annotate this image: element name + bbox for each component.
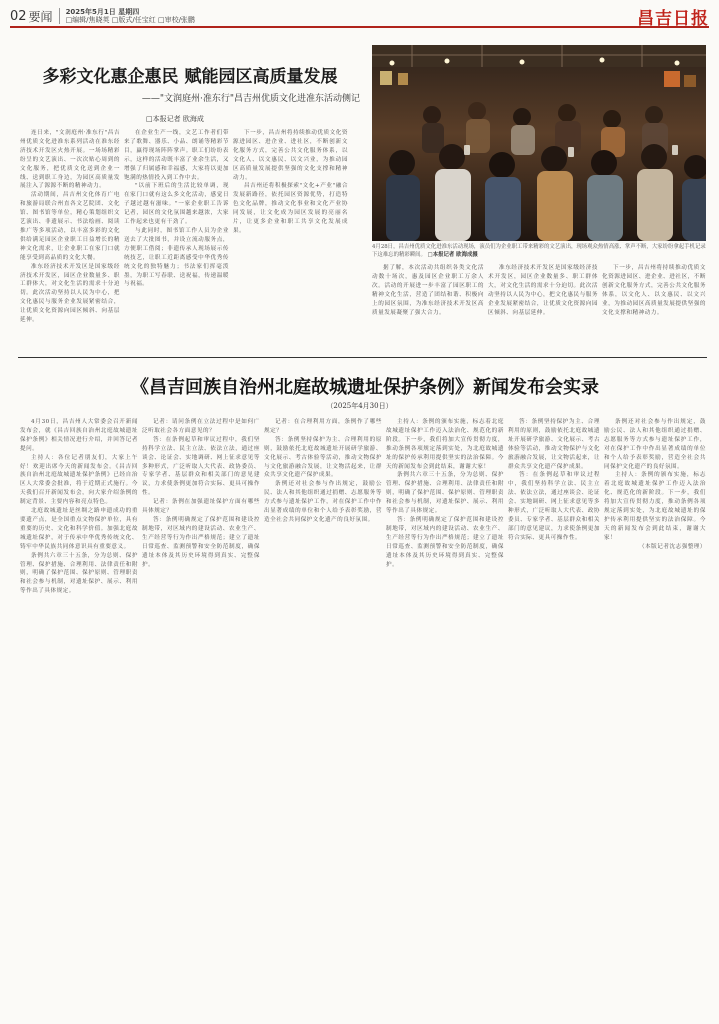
issue-meta [59, 8, 195, 24]
article2-column-2 [142, 418, 260, 1018]
photo-caption [372, 243, 706, 259]
event-photo-scene [372, 45, 706, 241]
article2-paragraph: 条例共六章三十五条，分为总则、保护管理、保护措施、合理利用、法律责任和附则，明确了保护范围、保护原则、管理职责和社会参与机制，对遗址保护、展示、利用等作出了具体规定。 [386, 472, 504, 515]
article2-date: （2025年4月30日） [326, 402, 393, 410]
article2-paragraph: 答：在条例起草和审议过程中，我们坚持科学立法、民主立法、依法立法，通过座谈会、论证会、实地调研、网上征求意见等多种形式，广泛听取人大代表、政协委员、专家学者、基层群众和相关部门的意见建议，力求使条例更加符合实际、更具可操作性。 [142, 436, 260, 497]
article1-paragraph: 与此同时，图书馆工作人员为企业送去了大批图书，并设立流动服务点，方便职工借阅；非遗传承人现场展示传统技艺，让职工近距离感受中华优秀传统文化的独特魅力；书法家们挥毫泼墨，为职工写春联、送祝福，传递温暖与祝福。 [124, 227, 229, 288]
article1-column-3 [233, 129, 348, 349]
article1-byline: □本报记者 欧海成 [146, 115, 204, 123]
masthead [10, 6, 709, 28]
event-photo [372, 45, 706, 241]
article2-paragraph: 答：条例明确规定了保护范围和建设控制地带，对区域内的建设活动、农业生产、生产经营等行为作出严格规范；建立了遗址日常巡查、监测预警和安全防范制度，确保遗址本体及其历史环境得到真实、完整保护。 [386, 516, 504, 568]
issue-date: 2025年5月1日 星期四 [65, 8, 140, 16]
photo-credit: □本报记者 欧海成摄 [427, 252, 478, 259]
section-divider [18, 357, 707, 358]
article2-paragraph: 北庭故城遗址是丝绸之路申遗成功的重要遗产点，是全国重点文物保护单位，具有重要的历史、文化和科学价值。加强北庭故城遗址保护，对于传承中华优秀传统文化、铸牢中华民族共同体意识具有重要意义。 [20, 508, 138, 550]
article2-paragraph: 条例还对社会参与作出规定，鼓励公民、法人和其他组织通过捐赠、志愿服务等方式参与遗址保护工作，对在保护工作中作出显著成绩的单位和个人给予表彰奖励，营造全社会共同保护文化遗产的良好氛围。 [604, 419, 706, 470]
article2-paragraph: 主持人：条例的颁布实施，标志着北庭故城遗址保护工作迈入法治化、规范化的新阶段。下一步，我们将加大宣传贯彻力度，推动条例各项规定落到实处，为北庭故城遗址的保护传承利用提供坚实的法治保障。今天的新闻发布会到此结束，谢谢大家！ [604, 472, 706, 541]
photo-caption-text: 4月28日，昌吉州优质文化进准东活动现场，演员们为企业职工带来精彩的文艺演出，现场观众热情高涨、掌声不断，大家纷纷拿起手机记录下这难忘的精彩瞬间。 [372, 244, 706, 259]
page-number: 02 [10, 8, 27, 24]
article2-paragraph: 记者：在合理利用方面，条例作了哪些规定？ [264, 419, 382, 434]
article1-paragraph: "以前下班后的生活比较单调，现在家门口就有这么多文化活动，感觉日子越过越有滋味。"一家企业职工告诉记者，园区的文化氛围越来越浓，大家工作起来也更有干劲了。 [124, 183, 229, 226]
newspaper-logo: 昌吉日报 [637, 8, 709, 29]
article1-paragraph: 据了解，本次活动共组织各类文化活动数十场次，惠及园区企业职工万余人次。活动的开展进一步丰富了园区职工的精神文化生活，营造了团结和谐、积极向上的园区氛围，为准东经济技术开发区高质量发展凝聚了强大合力。 [372, 265, 484, 316]
article2-paragraph: 记者：请问条例在立法过程中是如何广泛听取社会各方面意见的？ [142, 419, 260, 434]
article2-paragraph: 条例共六章三十五条，分为总则、保护管理、保护措施、合理利用、法律责任和附则，明确了保护范围、保护原则、管理职责和社会参与机制，对遗址保护、展示、利用等作出了具体规定。 [20, 552, 138, 595]
article1-column-6 [602, 264, 706, 349]
article1-column-2 [124, 129, 229, 349]
article2-headline: 《昌吉回族自治州北庭故城遗址保护条例》新闻发布会实录 [131, 377, 599, 398]
article1-paragraph: 准东经济技术开发区是国家级经济技术开发区，园区企业数量多、职工群体大，对文化生活的需求十分迫切。此次活动坚持以人民为中心，把文化惠民与服务企业发展紧密结合，让优质文化资源向园区倾斜、向基层延伸。 [488, 265, 598, 316]
article1-paragraph: 连日来，"文润庭州·准东行"昌吉州优质文化进准东系列活动在准东经济技术开发区火热开展。一场场精彩纷呈的文艺演出、一次次贴心周到的文化服务，把优质文化送到企业一线、送到职工身边，为园区高质量发展注入了源源不断的精神动力。 [20, 130, 120, 190]
article1-column-5 [488, 264, 598, 349]
article2-column-4 [386, 418, 504, 1018]
article1-headline: 多彩文化惠企惠民 赋能园区高质量发展 [42, 67, 338, 87]
article1-paragraph: 下一步，昌吉州将持续推动优质文化资源进园区、进企业、进社区，不断创新文化服务方式，完善公共文化服务体系，以文化人、以文惠民、以文兴业，为推动园区高质量发展提供坚强的文化支撑和精神动力。 [233, 130, 348, 181]
article2-paragraph: 主持人：条例的颁布实施，标志着北庭故城遗址保护工作迈入法治化、规范化的新阶段。下一步，我们将加大宣传贯彻力度，推动条例各项规定落到实处，为北庭故城遗址的保护传承利用提供坚实的法治保障。今天的新闻发布会到此结束，谢谢大家！ [386, 419, 504, 470]
article1-column-4 [372, 264, 484, 349]
article1-paragraph: 下一步，昌吉州将持续推动优质文化资源进园区、进企业、进社区，不断创新文化服务方式，完善公共文化服务体系，以文化人、以文惠民、以文兴业，为推动园区高质量发展提供坚强的文化支撑和精神动力。 [602, 265, 706, 316]
article2-paragraph: 答：在条例起草和审议过程中，我们坚持科学立法、民主立法、依法立法，通过座谈会、论证会、实地调研、网上征求意见等多种形式，广泛听取人大代表、政协委员、专家学者、基层群众和相关部门的意见建议，力求使条例更加符合实际、更具可操作性。 [508, 472, 600, 541]
article1-paragraph: 准东经济技术开发区是国家级经济技术开发区，园区企业数量多、职工群体大，对文化生活的需求十分迫切。此次活动坚持以人民为中心，把文化惠民与服务企业发展紧密结合，让优质文化资源向园区倾斜、向基层延伸。 [20, 263, 120, 324]
article2-paragraph: 4月30日，昌吉州人大常委会召开新闻发布会，就《昌吉回族自治州北庭故城遗址保护条例》相关情况进行介绍，并回答记者提问。 [20, 419, 138, 452]
article2-column-3 [264, 418, 382, 1018]
article2-paragraph: 记者：条例在加强遗址保护方面有哪些具体规定？ [142, 499, 260, 515]
article2-paragraph: 主持人：各位记者朋友们，大家上午好！欢迎出席今天的新闻发布会。《昌吉回族自治州北庭故城遗址保护条例》已经自治区人大常委会批准，将于近期正式施行。今天我们召开新闻发布会，向大家介绍条例的制定背景、主要内容和亮点特色。 [20, 454, 138, 506]
article2-column-5 [508, 418, 600, 1018]
article1-column-1 [20, 129, 120, 349]
article2-paragraph: 答：条例坚持保护为主、合理利用的原则，鼓励依托北庭故城遗址开展研学旅游、文化展示、考古体验等活动，推动文物保护与文化旅游融合发展，让文物活起来，让群众共享文化遗产保护成果。 [508, 419, 600, 470]
article2-paragraph: 答：条例明确规定了保护范围和建设控制地带，对区域内的建设活动、农业生产、生产经营等行为作出严格规范；建立了遗址日常巡查、监测预警和安全防范制度，确保遗址本体及其历史环境得到真实、完整保护。 [142, 516, 260, 568]
article2-column-6 [604, 418, 706, 1018]
article1-subhead: ——"文润庭州·准东行"昌吉州优质文化进准东活动侧记 [141, 94, 360, 104]
article2-paragraph: 答：条例坚持保护为主、合理利用的原则，鼓励依托北庭故城遗址开展研学旅游、文化展示、考古体验等活动，推动文物保护与文化旅游融合发展，让文物活起来，让群众共享文化遗产保护成果。 [264, 436, 382, 479]
article2-ending-note: （本版记者沈志强整理） [638, 543, 706, 550]
article2-column-1 [20, 418, 138, 1018]
article1-paragraph: 昌吉州还将积极探索"文化+产业"融合发展新路径，依托园区资源优势，打造特色文化品牌，推动文化事业和文化产业协同发展，让文化成为园区发展的亮丽名片，让更多企业和职工共享文化发展成果。 [233, 183, 348, 234]
article1-paragraph: 活动期间，昌吉州文化体育广电和旅游局联合州直各文艺院团、文化馆、图书馆等单位，精心策划组织文艺演出、非遗展示、书法绘画、阅读推广等多项活动，以丰富多彩的文化供给满足园区企业职工日益增长的精神文化需求，让企业职工在家门口就能享受到高品质的文化大餐。 [20, 192, 120, 261]
editors-line: □编辑/焦晓英 □版式/任宝红 □审校/张鹏 [65, 16, 195, 24]
section-name: 要闻 [28, 9, 53, 24]
article1-paragraph: 在企业生产一线，文艺工作者们带来了歌舞、器乐、小品、朗诵等精彩节目，赢得现场阵阵掌声。职工们纷纷表示，这样的活动既丰富了业余生活，又增强了归属感和幸福感，大家将以更加饱满的热情投入到工作中去。 [124, 130, 229, 181]
article2-paragraph: 条例还对社会参与作出规定，鼓励公民、法人和其他组织通过捐赠、志愿服务等方式参与遗址保护工作，对在保护工作中作出显著成绩的单位和个人给予表彰奖励，营造全社会共同保护文化遗产的良好氛围。 [264, 481, 382, 523]
